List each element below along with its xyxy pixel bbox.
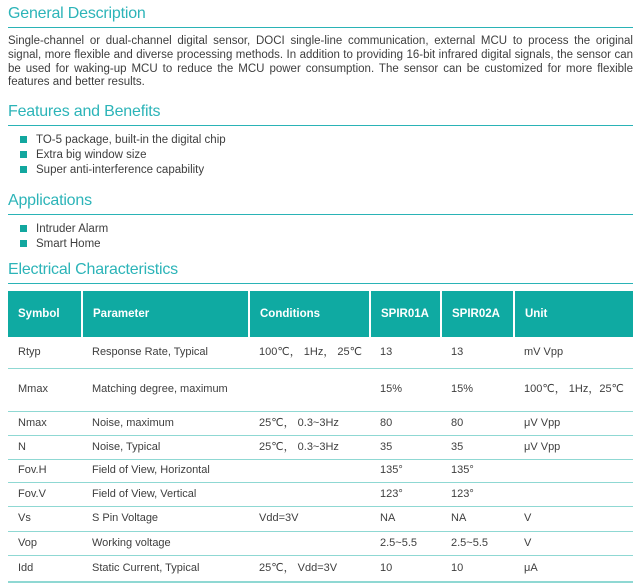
table-cell: V — [514, 531, 633, 555]
table-row — [8, 506, 633, 531]
table-cell: 15% — [441, 368, 514, 411]
table-cell: 123° — [441, 482, 514, 506]
table-cell: μV Vpp — [514, 435, 633, 459]
table-cell: Vop — [8, 531, 82, 555]
table-cell: 80 — [441, 411, 514, 435]
table-cell — [249, 368, 370, 411]
table-cell: Vdd=3V — [249, 506, 370, 531]
table-row — [8, 459, 633, 482]
applications-list — [8, 221, 633, 251]
bullet-square-icon — [20, 136, 27, 143]
general-description-paragraph: Single-channel or dual-channel digital sensor, DOCI single-line communication, external MCU to process the original signal, more flexible and diverse processing methods. In addition to providing 16-bit infrared digital signals, the sensor can be used for waking-up MCU to reduce the MCU power consumption. The sensor can be customized for more flexible features and better results. — [8, 35, 633, 89]
application-item-label: Intruder Alarm — [36, 222, 109, 235]
table-header-conditions: Conditions — [249, 291, 370, 337]
table-row — [8, 337, 633, 368]
table-header-spir01a: SPIR01A — [370, 291, 441, 337]
table-header-row — [8, 291, 633, 337]
bullet-square-icon — [20, 151, 27, 158]
table-cell — [249, 482, 370, 506]
table-cell: N — [8, 435, 82, 459]
table-cell: 35 — [441, 435, 514, 459]
table-cell: 80 — [370, 411, 441, 435]
table-cell: Rtyp — [8, 337, 82, 368]
table-cell: NA — [441, 506, 514, 531]
table-cell: 13 — [441, 337, 514, 368]
list-item — [8, 236, 633, 251]
features-list — [8, 132, 633, 177]
table-cell: Vs — [8, 506, 82, 531]
table-cell: Field of View, Horizontal — [82, 459, 249, 482]
section-header-electrical-characteristics — [8, 261, 633, 284]
section-header-features-benefits — [8, 103, 633, 126]
table-cell: Field of View, Vertical — [82, 482, 249, 506]
section-header-general-description — [8, 0, 633, 28]
table-cell: μA — [514, 555, 633, 582]
table-cell: 10 — [441, 555, 514, 582]
feature-item-label: Extra big window size — [36, 148, 147, 161]
general-description-heading: General Description — [8, 5, 146, 22]
table-cell — [249, 531, 370, 555]
table-cell — [514, 459, 633, 482]
table-cell: 135° — [441, 459, 514, 482]
table-cell: Idd — [8, 555, 82, 582]
table-row — [8, 368, 633, 411]
electrical-characteristics-heading: Electrical Characteristics — [8, 261, 178, 279]
table-cell: 100℃， 1Hz， 25℃ — [249, 337, 370, 368]
table-cell: Fov.H — [8, 459, 82, 482]
table-cell: Noise, maximum — [82, 411, 249, 435]
list-item — [8, 147, 633, 162]
table-row — [8, 482, 633, 506]
bullet-square-icon — [20, 225, 27, 232]
table-cell: μV Vpp — [514, 411, 633, 435]
table-header-unit: Unit — [514, 291, 633, 337]
table-cell: Static Current, Typical — [82, 555, 249, 582]
table-cell: S Pin Voltage — [82, 506, 249, 531]
table-row — [8, 435, 633, 459]
table-cell: Working voltage — [82, 531, 249, 555]
table-row — [8, 411, 633, 435]
list-item — [8, 162, 633, 177]
application-item-label: Smart Home — [36, 237, 101, 250]
table-cell: Nmax — [8, 411, 82, 435]
table-header-spir02a: SPIR02A — [441, 291, 514, 337]
table-cell: 25℃， Vdd=3V — [249, 555, 370, 582]
table-cell: 2.5~5.5 — [370, 531, 441, 555]
table-cell: mV Vpp — [514, 337, 633, 368]
table-cell — [249, 459, 370, 482]
electrical-characteristics-table — [8, 291, 633, 583]
table-cell — [514, 482, 633, 506]
table-cell: 135° — [370, 459, 441, 482]
table-cell: Response Rate, Typical — [82, 337, 249, 368]
feature-item-label: TO-5 package, built-in the digital chip — [36, 133, 226, 146]
table-header-symbol: Symbol — [8, 291, 82, 337]
table-cell: Noise, Typical — [82, 435, 249, 459]
table-cell: Fov.V — [8, 482, 82, 506]
table-cell: V — [514, 506, 633, 531]
table-header-parameter: Parameter — [82, 291, 249, 337]
table-cell: 100℃， 1Hz，25℃ — [514, 368, 633, 411]
table-cell: Mmax — [8, 368, 82, 411]
table-cell: 13 — [370, 337, 441, 368]
table-cell: 2.5~5.5 — [441, 531, 514, 555]
table-cell: NA — [370, 506, 441, 531]
feature-item-label: Super anti-interference capability — [36, 163, 205, 176]
table-cell: 35 — [370, 435, 441, 459]
table-row — [8, 531, 633, 555]
list-item — [8, 221, 633, 236]
bullet-square-icon — [20, 240, 27, 247]
table-cell: 123° — [370, 482, 441, 506]
table-cell: 25℃， 0.3~3Hz — [249, 411, 370, 435]
list-item — [8, 132, 633, 147]
applications-heading: Applications — [8, 192, 92, 210]
table-cell: 15% — [370, 368, 441, 411]
table-cell: 10 — [370, 555, 441, 582]
bullet-square-icon — [20, 166, 27, 173]
table-cell: Matching degree, maximum — [82, 368, 249, 411]
features-benefits-heading: Features and Benefits — [8, 103, 161, 121]
table-cell: 25℃， 0.3~3Hz — [249, 435, 370, 459]
table-row — [8, 555, 633, 582]
section-header-applications — [8, 192, 633, 215]
